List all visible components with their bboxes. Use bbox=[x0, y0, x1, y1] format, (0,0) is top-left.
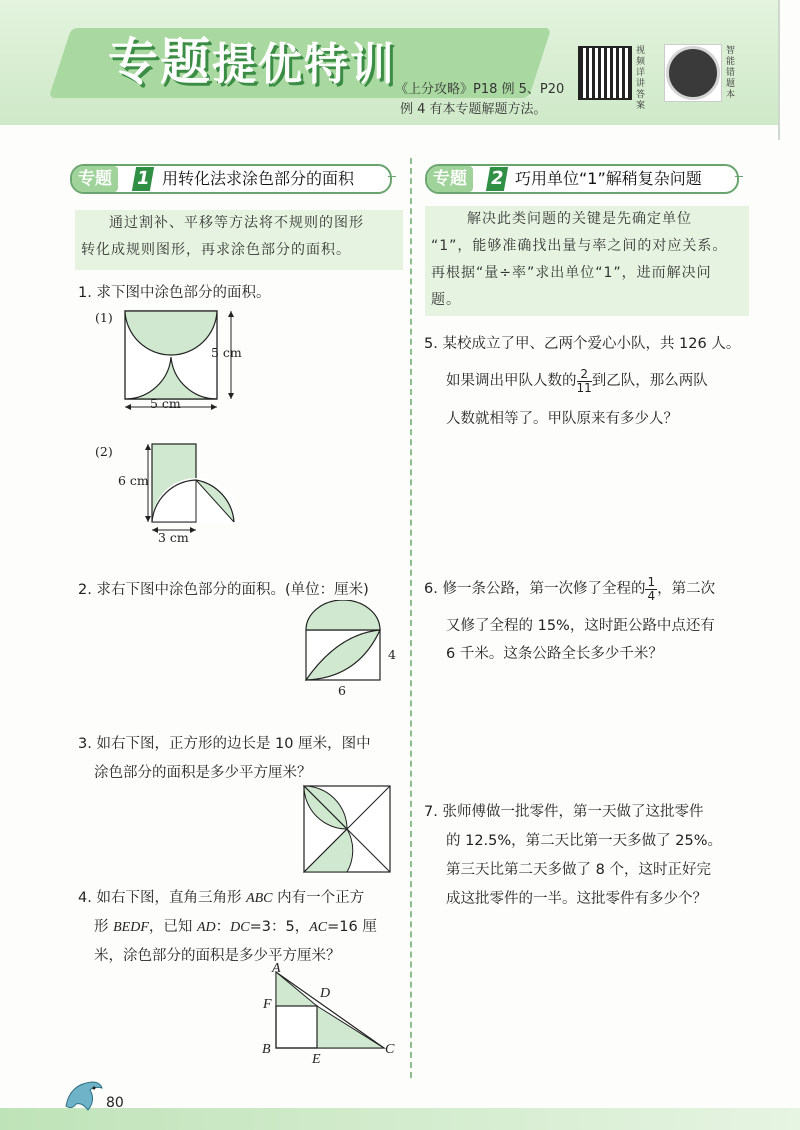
title-part2: 提优特训 bbox=[212, 39, 396, 90]
question-5-line3: 人数就相等了。甲队原来有多少人？ bbox=[446, 411, 678, 427]
section2-tag: 专题 bbox=[427, 166, 473, 192]
question-4-line3: 米，涂色部分的面积是多少平方厘米？ bbox=[94, 948, 341, 964]
question-7-line3: 第三天比第二天多做了 8 个，这时正好完 bbox=[446, 862, 711, 878]
question-6-line1 bbox=[424, 575, 715, 604]
q4-vertex-d: D bbox=[320, 986, 331, 1001]
section1-number: 1 bbox=[132, 167, 154, 191]
q5-frac-denominator: 11 bbox=[576, 380, 592, 395]
question-3-line2: 涂色部分的面积是多少平方厘米？ bbox=[94, 765, 312, 781]
qr-code-errorbook[interactable] bbox=[664, 44, 722, 102]
question-4-line2 bbox=[94, 913, 377, 942]
q4-line2-g: =3：5， bbox=[249, 919, 310, 935]
qr-caption-video: 视频详讲答案 bbox=[636, 46, 646, 111]
reference-line-2: 例 4 有本专题解题方法。 bbox=[400, 102, 547, 117]
question-7-line1: 7. 张师傅做一批零件，第一天做了这批零件 bbox=[424, 804, 704, 820]
q5-line2-b: 到乙队，那么两队 bbox=[591, 373, 708, 389]
section1-tag: 专题 bbox=[72, 166, 118, 192]
reference-line-1: 《上分攻略》P18 例 5、P20 bbox=[395, 82, 565, 97]
question-7-line2: 的 12.5%，第二天比第一天多做了 25%。 bbox=[446, 833, 723, 849]
q6-frac-numerator: 1 bbox=[647, 574, 656, 589]
section2-intro-line3: 再根据“量÷率”求出单位“1”，进而解决问 bbox=[431, 265, 712, 281]
section1-intro-line1: 通过割补、平移等方法将不规则的图形 bbox=[109, 215, 364, 231]
section1-intro bbox=[75, 210, 403, 270]
q1-figure2 bbox=[140, 440, 240, 540]
q3-figure bbox=[300, 782, 396, 876]
q2-dim-vertical: 4 bbox=[388, 647, 396, 662]
q4-vertex-e: E bbox=[312, 1052, 321, 1067]
q4-vertex-a: A bbox=[272, 961, 281, 976]
question-4-line1 bbox=[78, 884, 364, 913]
q2-dim-horizontal: 6 bbox=[338, 683, 346, 698]
section1-connector bbox=[388, 176, 396, 177]
question-5-line1: 5. 某校成立了甲、乙两个爱心小队，共 126 人。 bbox=[424, 336, 741, 352]
q1-sub1-label: (1) bbox=[95, 310, 113, 325]
q4-vertex-f: F bbox=[263, 997, 272, 1012]
q6-line1-b: ，第二次 bbox=[657, 581, 716, 597]
q4-line1-a: 4. 如右下图，直角三角形 bbox=[78, 890, 247, 906]
q4-label-bedf: BEDF bbox=[113, 920, 149, 935]
errorbook-badge-icon bbox=[666, 46, 720, 100]
q4-line2-e: ： bbox=[215, 919, 231, 935]
section2-intro-line1: 解决此类问题的关键是先确定单位 bbox=[467, 211, 692, 227]
question-6-line2: 又修了全程的 15%，这时距公路中点还有 bbox=[446, 618, 715, 634]
section2-title: 巧用单位“1”解稍复杂问题 bbox=[515, 169, 702, 188]
q4-label-ad: AD bbox=[196, 920, 216, 935]
page-number: 80 bbox=[106, 1095, 124, 1111]
q1-fig1-dim-horizontal: 5 cm bbox=[150, 396, 181, 411]
section2-intro-line2: “1”，能够准确找出量与率之间的对应关系。 bbox=[431, 238, 728, 254]
page-title bbox=[108, 22, 396, 94]
q1-fig2-dim-vertical: 6 cm bbox=[118, 473, 149, 488]
q4-line2-c: ，已知 bbox=[148, 919, 197, 935]
column-divider bbox=[410, 158, 412, 1078]
q5-fraction bbox=[577, 368, 592, 395]
question-7-line4: 成这批零件的一半。这批零件有多少个？ bbox=[446, 891, 707, 907]
section2-intro-line4: 题。 bbox=[431, 292, 461, 308]
dolphin-icon bbox=[62, 1076, 104, 1116]
q4-vertex-b: B bbox=[262, 1042, 271, 1057]
q4-label-ac: AC bbox=[309, 920, 328, 935]
section1-title: 用转化法求涂色部分的面积 bbox=[162, 169, 355, 188]
question-5-line2 bbox=[446, 367, 708, 396]
qr-code-video[interactable] bbox=[578, 46, 632, 100]
qr-caption-errorbook: 智能错题本 bbox=[726, 46, 736, 100]
q2-figure bbox=[298, 600, 398, 688]
section2-connector bbox=[735, 176, 743, 177]
q1-fig1-dim-vertical: 5 cm bbox=[211, 345, 242, 360]
section2-number: 2 bbox=[486, 167, 508, 191]
page-edge bbox=[778, 0, 780, 140]
question-6-line3: 6 千米。这条公路全长多少千米？ bbox=[446, 646, 663, 662]
question-1: 1. 求下图中涂色部分的面积。 bbox=[78, 285, 271, 301]
q5-frac-numerator: 2 bbox=[577, 368, 592, 382]
q4-line2-a: 形 bbox=[94, 919, 114, 935]
title-part1: 专题 bbox=[108, 33, 212, 91]
section2-intro bbox=[425, 206, 749, 316]
q4-label-abc: ABC bbox=[246, 891, 273, 906]
q6-fraction bbox=[645, 576, 657, 603]
q1-fig2-dim-horizontal: 3 cm bbox=[158, 530, 189, 545]
question-3-line1: 3. 如右下图，正方形的边长是 10 厘米，图中 bbox=[78, 736, 371, 752]
q1-sub2-label: (2) bbox=[95, 444, 113, 459]
q4-vertex-c: C bbox=[385, 1042, 395, 1057]
footer-band bbox=[0, 1108, 800, 1130]
q6-frac-denominator: 4 bbox=[647, 588, 656, 603]
question-2: 2. 求右下图中涂色部分的面积。(单位：厘米) bbox=[78, 582, 369, 598]
section1-intro-line2: 转化成规则图形，再求涂色部分的面积。 bbox=[81, 242, 351, 258]
q4-label-dc: DC bbox=[230, 920, 250, 935]
q5-line2-a: 如果调出甲队人数的 bbox=[446, 373, 577, 389]
q6-line1-a: 6. 修一条公路，第一次修了全程的 bbox=[424, 581, 646, 597]
q4-line2-i: =16 厘 bbox=[327, 919, 377, 935]
q4-line1-c: 内有一个正方 bbox=[272, 890, 365, 906]
